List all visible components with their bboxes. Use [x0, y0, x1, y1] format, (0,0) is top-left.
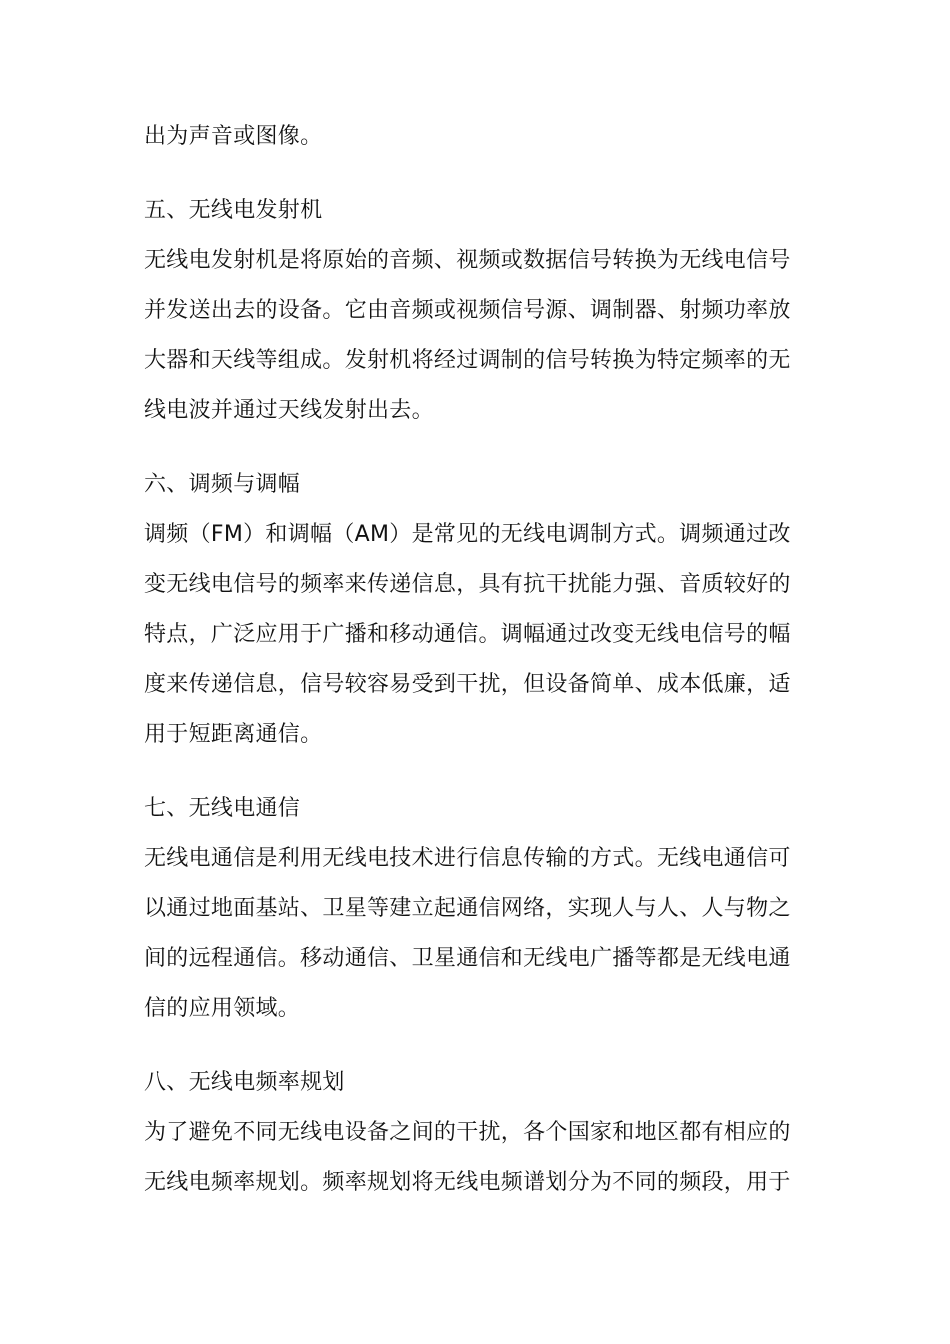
- section-heading-fm-am: 六、调频与调幅: [144, 472, 301, 497]
- paragraph-line: 线电波并通过天线发射出去。: [144, 398, 434, 423]
- paragraph-line: 特点，广泛应用于广播和移动通信。调幅通过改变无线电信号的幅: [144, 622, 791, 647]
- paragraph-line: 为了避免不同无线电设备之间的干扰，各个国家和地区都有相应的: [144, 1120, 791, 1145]
- section-gap: [144, 436, 810, 460]
- paragraph-line: 调频（FM）和调幅（AM）是常见的无线电调制方式。调频通过改: [144, 522, 791, 547]
- paragraph-line: 以通过地面基站、卫星等建立起通信网络，实现人与人、人与物之: [144, 896, 791, 921]
- paragraph-line: 无线电发射机是将原始的音频、视频或数据信号转换为无线电信号: [144, 248, 791, 273]
- paragraph-line: 无线电通信是利用无线电技术进行信息传输的方式。无线电通信可: [144, 846, 791, 871]
- paragraph-line: 大器和天线等组成。发射机将经过调制的信号转换为特定频率的无: [144, 348, 791, 373]
- section-gap: [144, 760, 810, 784]
- paragraph-line: 变无线电信号的频率来传递信息，具有抗干扰能力强、音质较好的: [144, 572, 791, 597]
- section-heading-transmitter: 五、无线电发射机: [144, 198, 323, 223]
- section-heading-frequency-planning: 八、无线电频率规划: [144, 1070, 345, 1095]
- paragraph-line: 度来传递信息，信号较容易受到干扰，但设备简单、成本低廉，适: [144, 672, 791, 697]
- paragraph-line: 并发送出去的设备。它由音频或视频信号源、调制器、射频功率放: [144, 298, 791, 323]
- paragraph-line: 无线电频率规划。频率规划将无线电频谱划分为不同的频段，用于: [144, 1170, 791, 1195]
- paragraph-line: 信的应用领域。: [144, 996, 301, 1021]
- intro-line: 出为声音或图像。: [144, 124, 323, 149]
- paragraph-line: 用于短距离通信。: [144, 722, 323, 747]
- section-heading-radio-communication: 七、无线电通信: [144, 796, 301, 821]
- document-body: [144, 112, 810, 1208]
- paragraph-line: 间的远程通信。移动通信、卫星通信和无线电广播等都是无线电通: [144, 946, 791, 971]
- section-gap: [144, 1034, 810, 1058]
- section-gap: [144, 162, 810, 186]
